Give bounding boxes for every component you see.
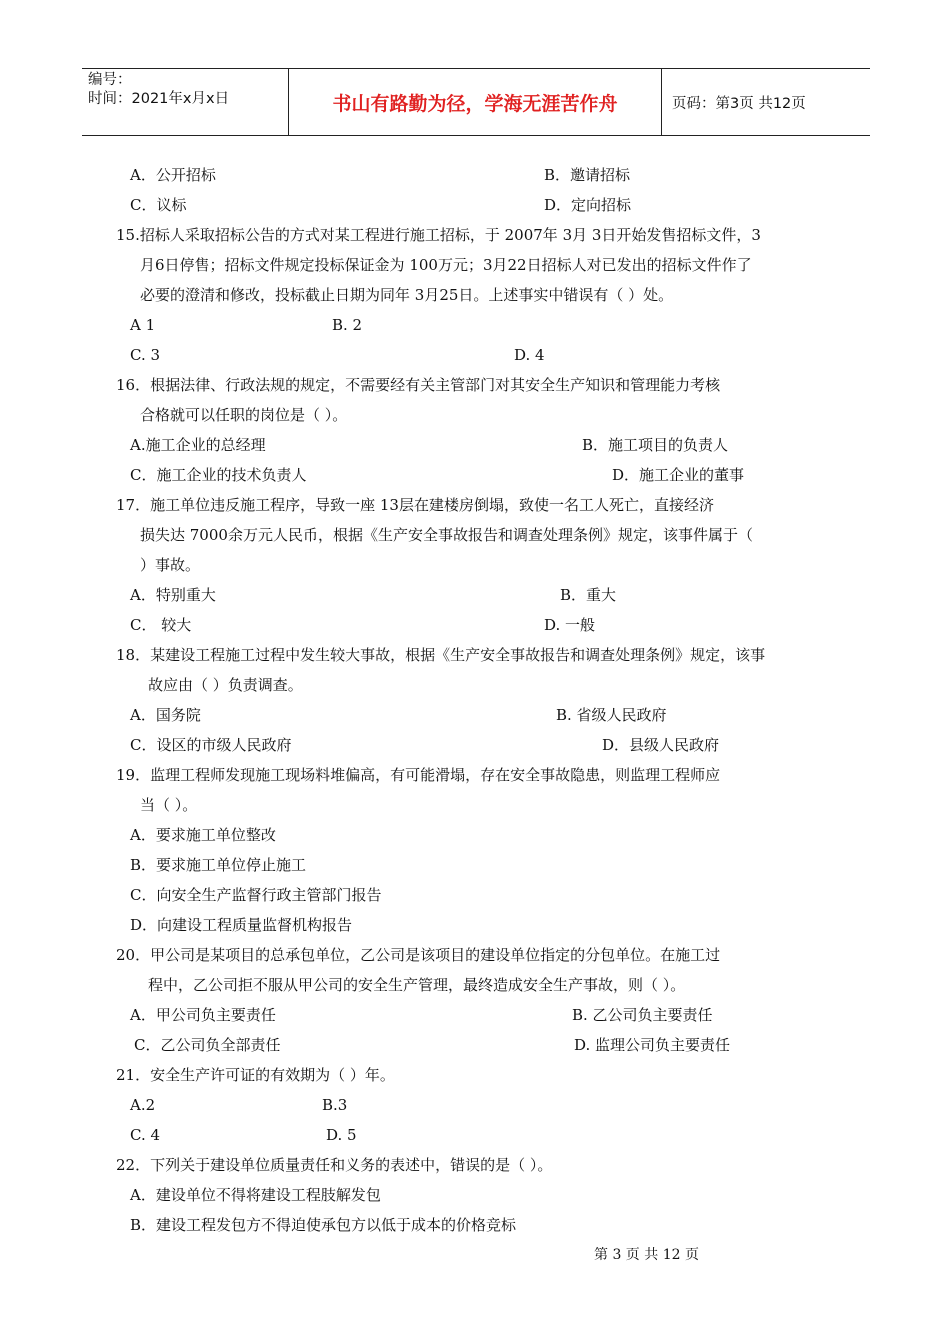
option-text: B. 乙公司负主要责任 — [572, 1006, 713, 1024]
option-text: A 1 — [130, 316, 156, 334]
question-text: 故应由（ ）负责调查。 — [148, 676, 303, 694]
option-line — [0, 340, 950, 370]
question-line — [0, 370, 950, 400]
option-text: B．重大 — [560, 586, 617, 604]
option-line — [0, 910, 950, 940]
option-text: A．国务院 — [130, 706, 201, 724]
question-line — [0, 550, 950, 580]
option-line — [0, 850, 950, 880]
option-text: B. 省级人民政府 — [556, 706, 667, 724]
question-text: 合格就可以任职的岗位是（ ）。 — [140, 406, 348, 424]
option-text: C. 3 — [130, 346, 161, 364]
option-line — [0, 730, 950, 760]
option-text: A．要求施工单位整改 — [130, 826, 276, 844]
question-line — [0, 490, 950, 520]
option-text: D．定向招标 — [544, 196, 632, 214]
question-line — [0, 220, 950, 250]
option-text: D. 一般 — [544, 616, 596, 634]
option-line — [0, 1030, 950, 1060]
question-line — [0, 970, 950, 1000]
option-text: B. 2 — [332, 316, 363, 334]
option-text: B.3 — [322, 1096, 348, 1114]
header-motto: 书山有路勤为径，学海无涯苦作舟 — [289, 69, 662, 135]
option-text: C．向安全生产监督行政主管部门报告 — [130, 886, 382, 904]
question-text: 22．下列关于建设单位质量责任和义务的表述中，错误的是（ ）。 — [116, 1156, 553, 1174]
option-line — [0, 1120, 950, 1150]
option-line — [0, 700, 950, 730]
question-line — [0, 940, 950, 970]
option-text: C．议标 — [130, 196, 187, 214]
question-line — [0, 1150, 950, 1180]
question-text: 必要的澄清和修改，投标截止日期为同年 3月25日。上述事实中错误有（ ）处。 — [140, 286, 674, 304]
question-line — [0, 760, 950, 790]
question-line — [0, 640, 950, 670]
question-line — [0, 250, 950, 280]
question-line — [0, 400, 950, 430]
question-text: 19．监理工程师发现施工现场料堆偏高，有可能滑塌，存在安全事故隐患，则监理工程师应 — [116, 766, 721, 784]
question-text: 21．安全生产许可证的有效期为（ ）年。 — [116, 1066, 395, 1084]
option-text: A．建设单位不得将建设工程肢解发包 — [130, 1186, 381, 1204]
page-header — [82, 68, 870, 136]
question-text: 17．施工单位违反施工程序，导致一座 13层在建楼房倒塌，致使一名工人死亡，直接经济 — [116, 496, 714, 514]
header-date: 时间：2021年x月x日 — [88, 91, 230, 107]
option-text: D. 4 — [514, 346, 545, 364]
option-text: B．邀请招标 — [544, 166, 631, 184]
page-footer: 第 3 页 共 12 页 — [594, 1247, 699, 1263]
question-text: 18．某建设工程施工过程中发生较大事故，根据《生产安全事故报告和调查处理条例》规定，该事 — [116, 646, 766, 664]
option-text: A．公开招标 — [130, 166, 216, 184]
option-text: D. 5 — [326, 1126, 357, 1144]
question-text: ）事故。 — [140, 556, 201, 574]
option-text: D. 监理公司负主要责任 — [574, 1036, 731, 1054]
option-text: D．县级人民政府 — [602, 736, 720, 754]
question-text: 当（ ）。 — [140, 796, 198, 814]
option-line — [0, 580, 950, 610]
header-code: 编号： — [88, 72, 132, 88]
option-line — [0, 610, 950, 640]
question-text: 损失达 7000余万元人民币，根据《生产安全事故报告和调查处理条例》规定，该事件属于（ — [140, 526, 753, 544]
option-line — [0, 820, 950, 850]
question-line — [0, 280, 950, 310]
option-text: B．要求施工单位停止施工 — [130, 856, 307, 874]
option-line — [0, 1180, 950, 1210]
option-text: D．施工企业的董事 — [612, 466, 745, 484]
option-text: D．向建设工程质量监督机构报告 — [130, 916, 353, 934]
option-text: A.2 — [130, 1096, 156, 1114]
question-text: 15.招标人采取招标公告的方式对某工程进行施工招标，于 2007年 3月 3日开始发售招标文件，3 — [116, 226, 761, 244]
option-line — [0, 1000, 950, 1030]
header-page-info: 页码：第3页 共12页 — [672, 95, 806, 112]
option-text: C．设区的市级人民政府 — [130, 736, 292, 754]
question-line — [0, 1060, 950, 1090]
option-line — [0, 1090, 950, 1120]
option-text: C． 较大 — [130, 616, 192, 634]
option-text: A．特别重大 — [130, 586, 216, 604]
question-line — [0, 670, 950, 700]
option-line — [0, 160, 950, 190]
option-line — [0, 190, 950, 220]
option-line — [0, 310, 950, 340]
option-line — [0, 880, 950, 910]
question-line — [0, 520, 950, 550]
question-text: 16．根据法律、行政法规的规定，不需要经有关主管部门对其安全生产知识和管理能力考核 — [116, 376, 721, 394]
option-text: B．施工项目的负责人 — [582, 436, 729, 454]
option-line — [0, 460, 950, 490]
option-text: A.施工企业的总经理 — [130, 436, 266, 454]
question-line — [0, 790, 950, 820]
question-text: 月6日停售；招标文件规定投标保证金为 100万元；3月22日招标人对已发出的招标文件作了 — [140, 256, 752, 274]
option-line — [0, 1210, 950, 1240]
option-text: C．乙公司负全部责任 — [134, 1036, 281, 1054]
option-text: C. 4 — [130, 1126, 161, 1144]
option-text: B．建设工程发包方不得迫使承包方以低于成本的价格竞标 — [130, 1216, 517, 1234]
option-line — [0, 430, 950, 460]
option-text: A．甲公司负主要责任 — [130, 1006, 276, 1024]
question-text: 20．甲公司是某项目的总承包单位，乙公司是该项目的建设单位指定的分包单位。在施工过 — [116, 946, 721, 964]
header-meta — [82, 69, 289, 135]
question-text: 程中，乙公司拒不服从甲公司的安全生产管理，最终造成安全生产事故，则（ ）。 — [148, 976, 686, 994]
option-text: C．施工企业的技术负责人 — [130, 466, 307, 484]
